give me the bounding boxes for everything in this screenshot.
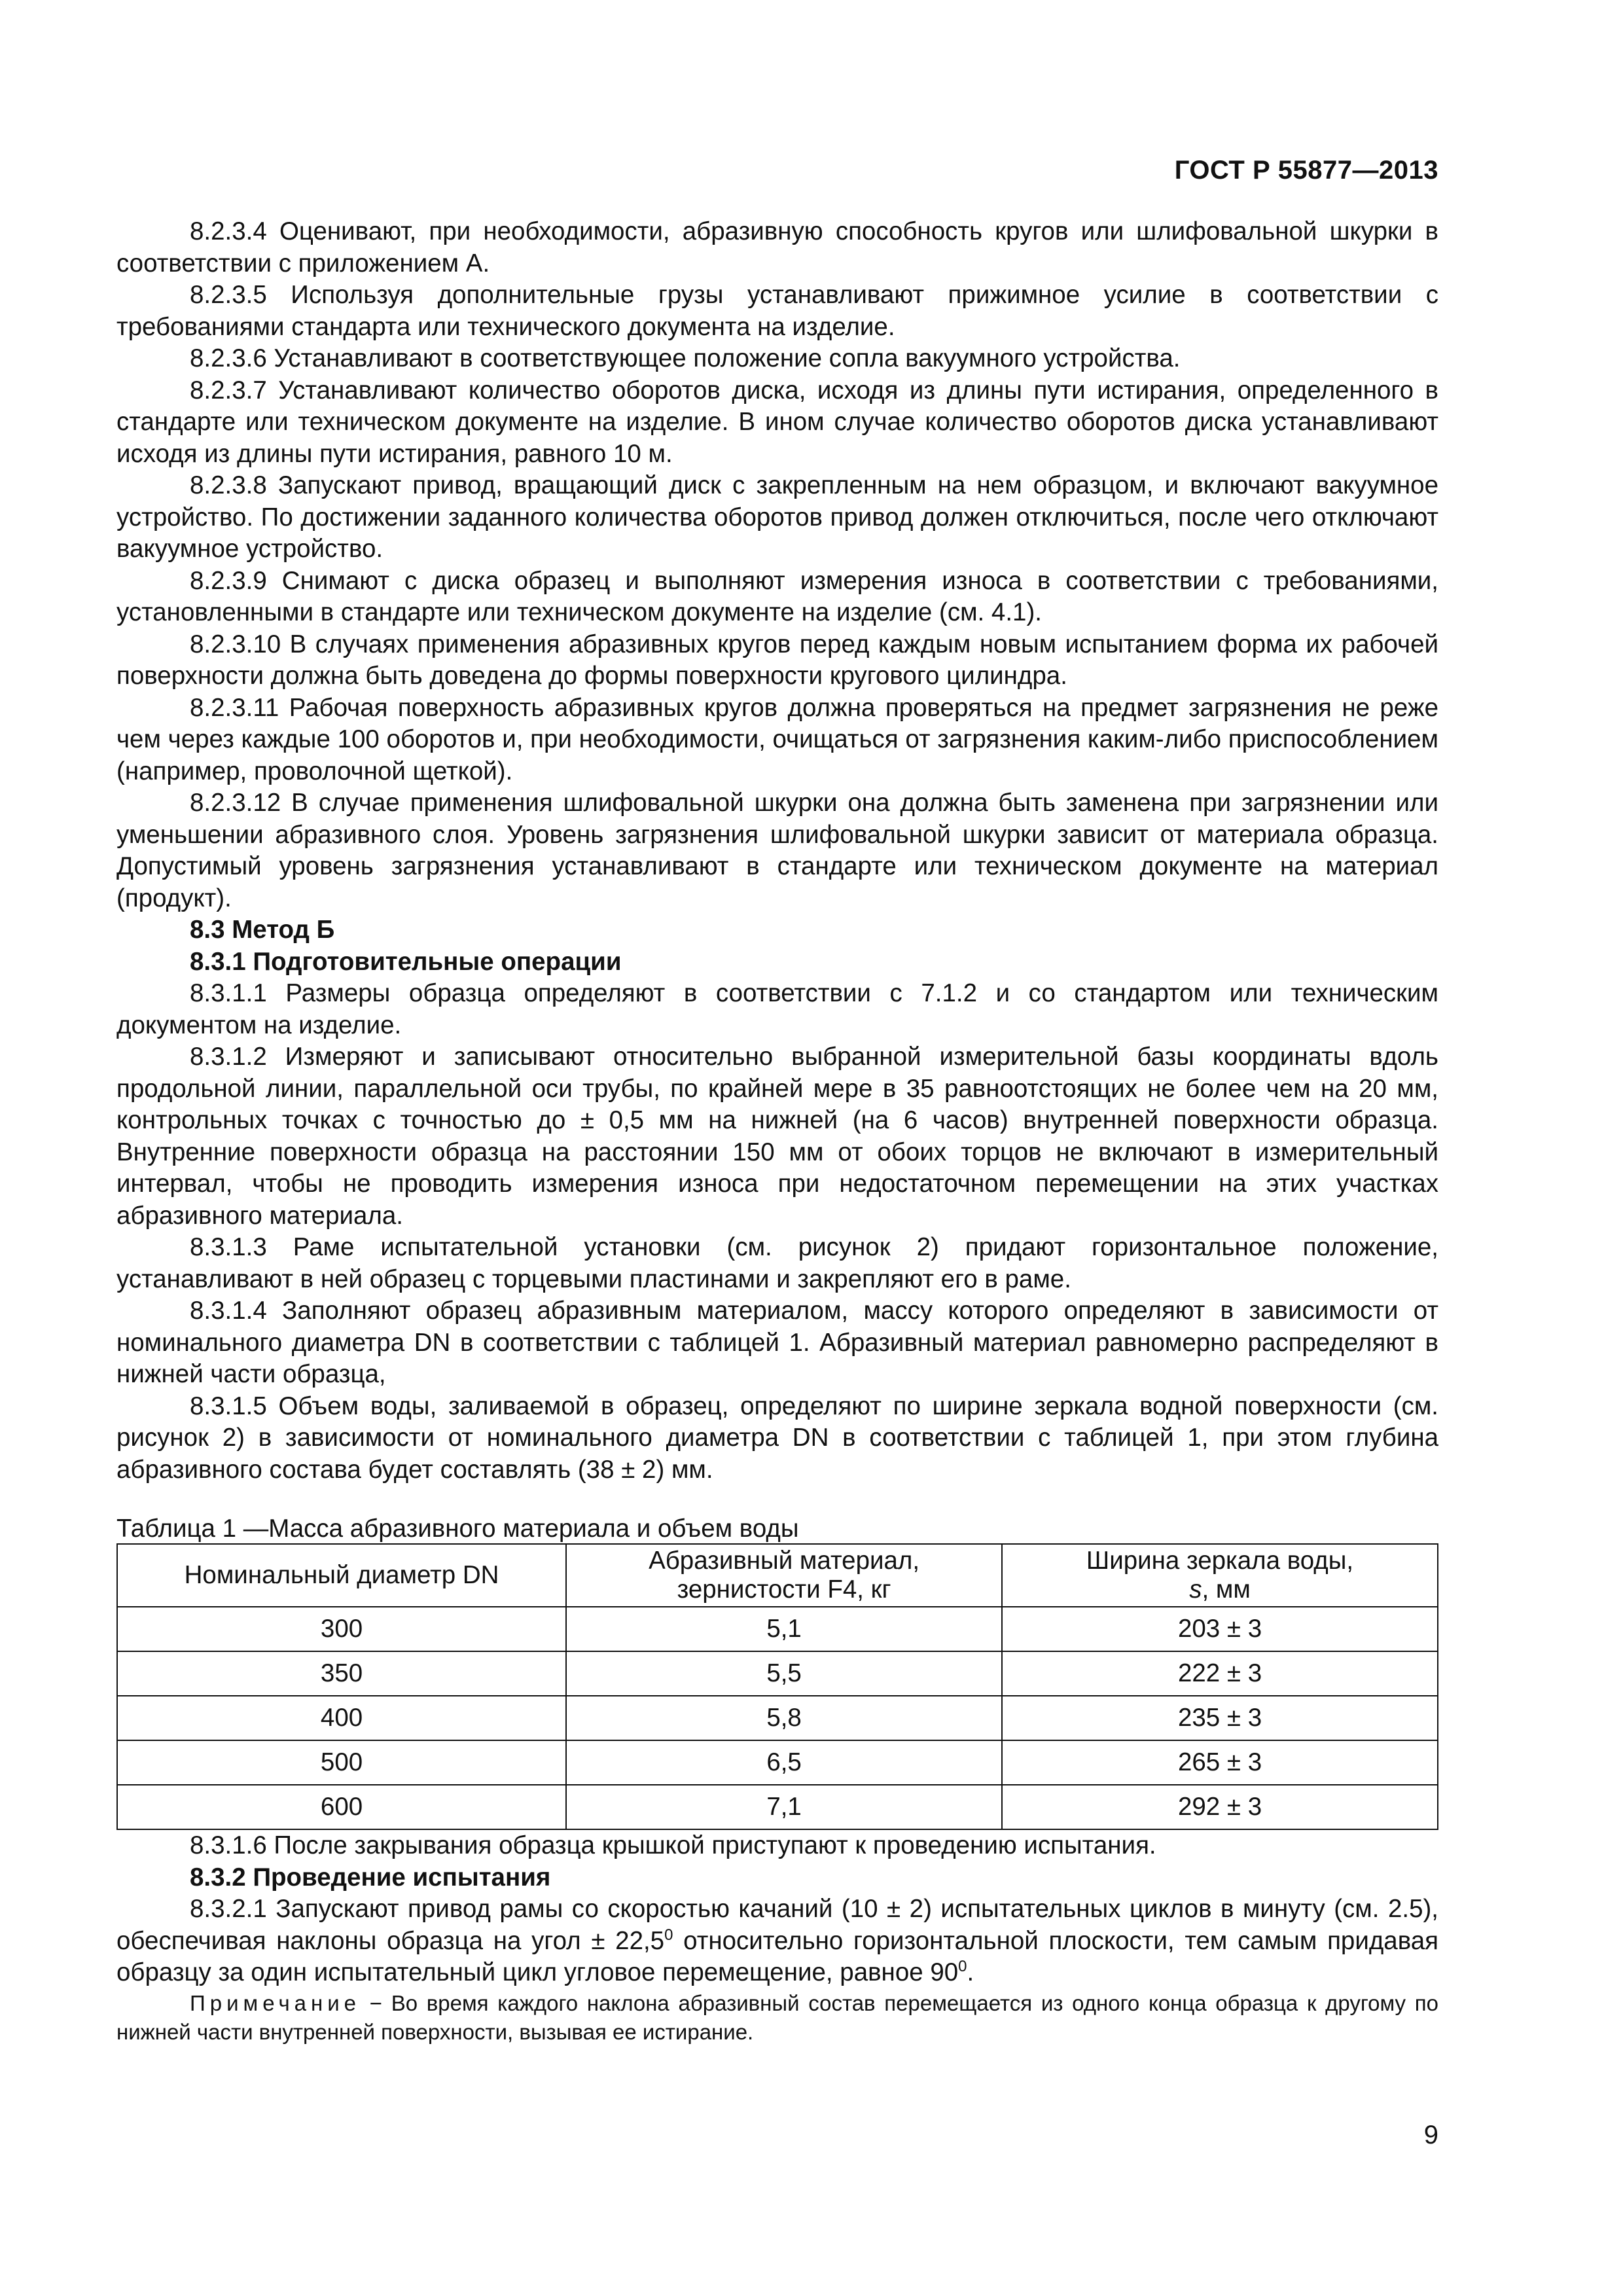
column-header: [1002, 1544, 1438, 1607]
column-header-line: Абразивный материал,: [649, 1547, 920, 1575]
paragraph: 8.3.1.1 Размеры образца определяют в соответствии с 7.1.2 и со стандартом или техническим документом на изделие.: [116, 979, 1438, 1039]
paragraph: 8.2.3.5 Используя дополнительные грузы устанавливают прижимное усилие в соответствии с требованиями стандарта или технического документа на изделие.: [116, 281, 1438, 341]
table-caption: Таблица 1 —Масса абразивного материала и объем воды: [116, 1515, 799, 1543]
paragraph: 8.2.3.8 Запускают привод, вращающий диск с закрепленным на нем образцом, и включают вакуумное устройство. По достижении заданного количества оборотов привод должен отключиться, после чего отключают вакуумное устройство.: [116, 471, 1438, 563]
page-number: 9: [1423, 2121, 1438, 2149]
table-cell: 5,1: [566, 1607, 1002, 1651]
table-cell: 292 ± 3: [1002, 1785, 1438, 1829]
table-cell: 400: [117, 1696, 566, 1740]
section-heading: 8.3 Метод Б: [190, 916, 335, 944]
table-cell: 235 ± 3: [1002, 1696, 1438, 1740]
degree-superscript: 0: [664, 1926, 673, 1944]
table-cell: 600: [117, 1785, 566, 1829]
document-page: [116, 0, 1438, 2296]
table-row: [117, 1607, 1438, 1651]
table-row: [117, 1696, 1438, 1740]
paragraph: 8.3.1.4 Заполняют образец абразивным материалом, массу которого определяют в зависимости от номинального диаметра DN в соответствии с таблицей 1. Абразивный материал равномерно распределяют в нижней части образца,: [116, 1297, 1438, 1388]
spacer: [116, 1486, 1438, 1515]
table-cell: 5,8: [566, 1696, 1002, 1740]
note-text: − Во время каждого наклона абразивный состав перемещается из одного конца образца к другому по нижней части внутренней поверхности, вызывая ее истирание.: [116, 1990, 1438, 2044]
table-cell: 222 ± 3: [1002, 1651, 1438, 1696]
note: [116, 1989, 1438, 2047]
paragraph: 8.2.3.6 Устанавливают в соответствующее положение сопла вакуумного устройства.: [190, 344, 1181, 372]
column-header-unit: , мм: [1202, 1575, 1251, 1604]
paragraph-text: .: [967, 1958, 974, 1986]
table-cell: 265 ± 3: [1002, 1740, 1438, 1785]
column-header-line: зернистости F4, кг: [677, 1575, 891, 1604]
paragraph: 8.2.3.10 В случаях применения абразивных кругов перед каждым новым испытанием форма их рабочей поверхности должна быть доведена до формы поверхности кругового цилиндра.: [116, 630, 1438, 690]
table-cell: 5,5: [566, 1651, 1002, 1696]
table-cell: 7,1: [566, 1785, 1002, 1829]
paragraph: 8.2.3.12 В случае применения шлифовальной шкурки она должна быть заменена при загрязнении или уменьшении абразивного слоя. Уровень загрязнения шлифовальной шкурки зависит от материала образца. Допустимый уровень загрязнения устанавливают в стандарте или техническом документе на материал (продукт).: [116, 789, 1438, 912]
paragraph: 8.2.3.11 Рабочая поверхность абразивных кругов должна проверяться на предмет загрязнения не реже чем через каждые 100 оборотов и, при необходимости, очищаться от загрязнения каким-либо приспособлением (например, проволочной щеткой).: [116, 693, 1438, 785]
data-table: [116, 1543, 1438, 1830]
paragraph-text: относительно горизонтальной плоскости, тем самым придавая образцу за один испытательный цикл угловое перемещение, равное 90: [116, 1926, 1438, 1986]
paragraph: 8.2.3.4 Оценивают, при необходимости, абразивную способность кругов или шлифовальной шкурки в соответствии с приложением А.: [116, 217, 1438, 278]
table-cell: 203 ± 3: [1002, 1607, 1438, 1651]
note-lead: Примечание: [190, 1990, 361, 2015]
column-header-symbol: s: [1189, 1575, 1202, 1604]
table-row: [117, 1651, 1438, 1696]
subsection-heading: 8.3.2 Проведение испытания: [190, 1863, 551, 1892]
paragraph: 8.3.1.3 Раме испытательной установки (см. рисунок 2) придают горизонтальное положение, устанавливают в ней образец с торцевыми пластинами и закрепляют его в раме.: [116, 1233, 1438, 1293]
paragraph-text: 8.3.2.1 Запускают привод рамы со скоростью качаний (10 ± 2) испытательных циклов в минуту (см. 2.5), обеспечивая наклоны образца на угол ± 22,5: [116, 1895, 1438, 1955]
paragraph: 8.2.3.7 Устанавливают количество оборотов диска, исходя из длины пути истирания, определенного в стандарте или техническом документе на изделие. В ином случае количество оборотов диска устанавливают исходя из длины пути истирания, равного 10 м.: [116, 376, 1438, 468]
paragraph: 8.3.1.6 После закрывания образца крышкой приступают к проведению испытания.: [190, 1831, 1156, 1859]
column-header: Номинальный диаметр DN: [117, 1544, 566, 1607]
subsection-heading: 8.3.1 Подготовительные операции: [190, 947, 622, 976]
paragraph: [116, 1893, 1438, 1989]
table-cell: 300: [117, 1607, 566, 1651]
body-text: [116, 216, 1438, 2047]
table-cell: 6,5: [566, 1740, 1002, 1785]
degree-superscript: 0: [958, 1958, 967, 1976]
document-header: ГОСТ Р 55877—2013: [1174, 156, 1438, 185]
table-header-row: [117, 1544, 1438, 1607]
table-row: [117, 1785, 1438, 1829]
table-cell: 500: [117, 1740, 566, 1785]
paragraph: 8.3.1.2 Измеряют и записывают относительно выбранной измерительной базы координаты вдоль продольной линии, параллельной оси трубы, по крайней мере в 35 равноотстоящих не более чем на 20 мм, контрольных точках с точностью до ± 0,5 мм на нижней (на 6 часов) внутренней поверхности образца. Внутренние поверхности образца на расстоянии 150 мм от обоих торцов не включают в измерительный интервал, чтобы не проводить измерения износа при недостаточном перемещении на этих участках абразивного материала.: [116, 1043, 1438, 1230]
table-row: [117, 1740, 1438, 1785]
column-header: [566, 1544, 1002, 1607]
table-cell: 350: [117, 1651, 566, 1696]
paragraph: 8.3.1.5 Объем воды, заливаемой в образец, определяют по ширине зеркала водной поверхности (см. рисунок 2) в зависимости от номинального диаметра DN в соответствии с таблицей 1, при этом глубина абразивного состава будет составлять (38 ± 2) мм.: [116, 1391, 1438, 1484]
paragraph: 8.2.3.9 Снимают с диска образец и выполняют измерения износа в соответствии с требованиями, установленными в стандарте или техническом документе на изделие (см. 4.1).: [116, 566, 1438, 626]
column-header-line: Ширина зеркала воды,: [1086, 1547, 1354, 1575]
